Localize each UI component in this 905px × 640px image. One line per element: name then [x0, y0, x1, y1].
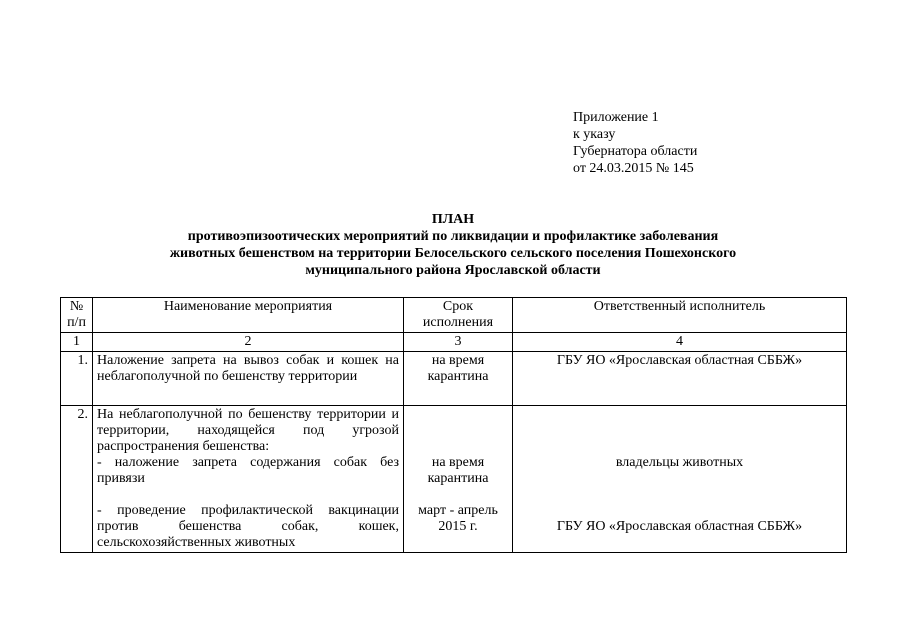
header-term-line2: исполнения	[422, 315, 494, 330]
column-number: 3	[404, 333, 513, 352]
row-measure: Наложение запрета на вывоз собак и кошек на неблагополучной по бешенству территории	[93, 352, 404, 406]
title-heading: ПЛАН	[431, 212, 475, 227]
row-submeasure: - проведение профилактической вакцинации против бешенства собак, кошек, сельскохозяйственных животных	[97, 503, 399, 550]
spacer	[97, 487, 399, 503]
row-term-line1: март - апрель	[418, 503, 498, 518]
column-number: 4	[513, 333, 847, 352]
row-term-line1: на время	[431, 455, 485, 470]
header-term-line1: Срок	[442, 299, 474, 314]
spacer	[408, 407, 508, 455]
table-header-row	[61, 298, 847, 333]
row-number: 1.	[61, 352, 93, 406]
title-line: противоэпизоотических мероприятий по ликвидации и профилактике заболевания	[187, 229, 719, 244]
table-row	[61, 406, 847, 553]
row-submeasure: - наложение запрета содержания собак без привязи	[97, 455, 399, 486]
document-title	[60, 211, 846, 279]
row-executor: ГБУ ЯО «Ярославская областная СББЖ»	[513, 352, 847, 406]
appendix-block	[573, 109, 697, 177]
header-num	[61, 298, 93, 333]
spacer	[408, 487, 508, 503]
column-number-row	[61, 333, 847, 352]
header-name: Наименование мероприятия	[93, 298, 404, 333]
row-executor-text: ГБУ ЯО «Ярославская областная СББЖ»	[556, 519, 803, 534]
appendix-line: Приложение 1	[573, 110, 659, 125]
plan-table	[60, 297, 847, 553]
header-num-line1: №	[69, 299, 84, 314]
row-measure	[93, 406, 404, 553]
row-term-line1: на время	[431, 353, 485, 368]
title-line: муниципального района Ярославской области	[305, 263, 601, 278]
appendix-date-line: от 24.03.2015 № 145	[573, 161, 694, 176]
row-executor	[513, 406, 847, 553]
appendix-line: Губернатора области	[573, 144, 698, 159]
row-measure-intro: На неблагополучной по бешенству территории и территории, находящейся под угрозой распространения бешенства:	[97, 407, 399, 454]
table-row	[61, 352, 847, 406]
row-term	[404, 352, 513, 406]
row-executor-text: владельцы животных	[615, 455, 744, 470]
spacer	[517, 471, 842, 519]
row-term	[404, 406, 513, 553]
title-line: животных бешенством на территории Белосельского сельского поселения Пошехонского	[169, 246, 737, 261]
column-number: 1	[61, 333, 93, 352]
row-term-line2: 2015 г.	[438, 519, 478, 534]
appendix-line: к указу	[573, 127, 616, 142]
spacer	[517, 407, 842, 455]
header-term	[404, 298, 513, 333]
column-number: 2	[93, 333, 404, 352]
header-num-line2: п/п	[67, 315, 86, 330]
row-term-line2: карантина	[427, 471, 489, 486]
header-executor: Ответственный исполнитель	[513, 298, 847, 333]
row-number: 2.	[61, 406, 93, 553]
row-term-line2: карантина	[427, 369, 489, 384]
